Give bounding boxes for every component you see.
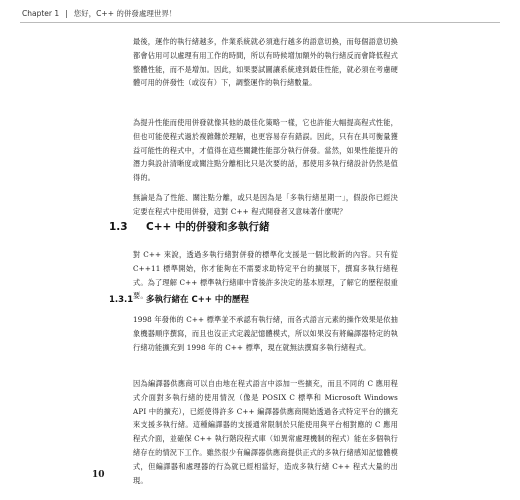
chapter-label: Chapter 1 <box>22 9 60 18</box>
running-header <box>22 8 176 19</box>
paragraph-compiler-vendors: 因為編譯器供應商可以自由地在程式語言中添加一些擴充，而且不同的 C 應用程式介面對多執行緒的使用情況（像是 POSIX C 標準和 Microsoft Windows API 中的擴充），已經使得許多 C++ 編譯器供應商開始透過各式特定平台的擴充來支援多執行緒。這種編譯器的支援通常限制於只能使用與平台相對應的 C 應用程式介面，並確保 C++ 執行階段程式庫（如異常處理機制的程式）能在多個執行緒存在的情況下工作。雖然很少有編譯器供應商提供正式的多執行緒感知記憶體模式，但編譯器和處理器的行為就已經相當好，造成多執行緒 C++ 程式大量的出現。 <box>133 379 399 485</box>
header-rule <box>20 22 500 23</box>
paragraph-intro: 對 C++ 來說，透過多執行緒對併發的標準化支援是一個比較新的內容。只有從 C++11 標準開始，你才能夠在不需要求助特定平台的擴展下，撰寫多執行緒程式。為了理解 C++ 標準執行緒庫中背後許多決定的基本原理，了解它的歷程很重要。 <box>133 250 399 301</box>
subsection-title: 多執行緒在 C++ 中的歷程 <box>146 295 249 305</box>
paragraph-history: 1998 年發佈的 C++ 標準並不承認有執行緒，而各式語言元素的操作效果是依抽象機器順序撰寫，而且也沒正式定義記憶體模式，所以如果沒有將編譯器特定的執行緒功能擴充到 1998 年的 C++ 標準，現在就無法撰寫多執行緒程式。 <box>133 315 398 352</box>
page-number: 10 <box>92 470 105 480</box>
section-title: C++ 中的併發和多執行緒 <box>146 221 270 233</box>
paragraph-thread-count: 最後，運作的執行緒越多，作業系統就必須進行越多的語意切換，而每個語意切換都會佔用可以處理有用工作的時間，所以有時候增加額外的執行緒反而會降低程式整體性能，而不是增加。因此，如果要試圖讓系統達到最佳性能，就必須在考慮硬體可用的併發性（或沒有）下，調整運作的執行緒數量。 <box>133 37 398 88</box>
paragraph-performance: 為提升性能而使用併發就像其他的最佳化策略一樣，它也許能大幅提高程式性能，但也可能使程式過於複雜難於理解，也更容易存有錯誤。因此，只有在具可衡量獲益可能性的程式中，才值得在這些關鍵性能部分執行併發。當然，如果性能提升的潛力與設計清晰度或關注點分離相比只是次要的話，那使用多執行緒設計仍然是值得的。 <box>133 118 398 183</box>
section-heading <box>109 219 269 234</box>
header-separator: | <box>65 9 68 18</box>
subsection-heading <box>109 293 249 305</box>
chapter-title: 您好，C++ 的併發處理世界！ <box>73 9 177 18</box>
section-number: 1.3 <box>109 221 128 233</box>
paragraph-decision: 無論是為了性能、關注點分離，或只是因為是「多執行緒星期一」，假設你已經決定要在程式中使用併發，這對 C++ 程式開發者又意味著什麼呢？ <box>133 193 398 216</box>
subsection-number: 1.3.1 <box>109 295 134 305</box>
